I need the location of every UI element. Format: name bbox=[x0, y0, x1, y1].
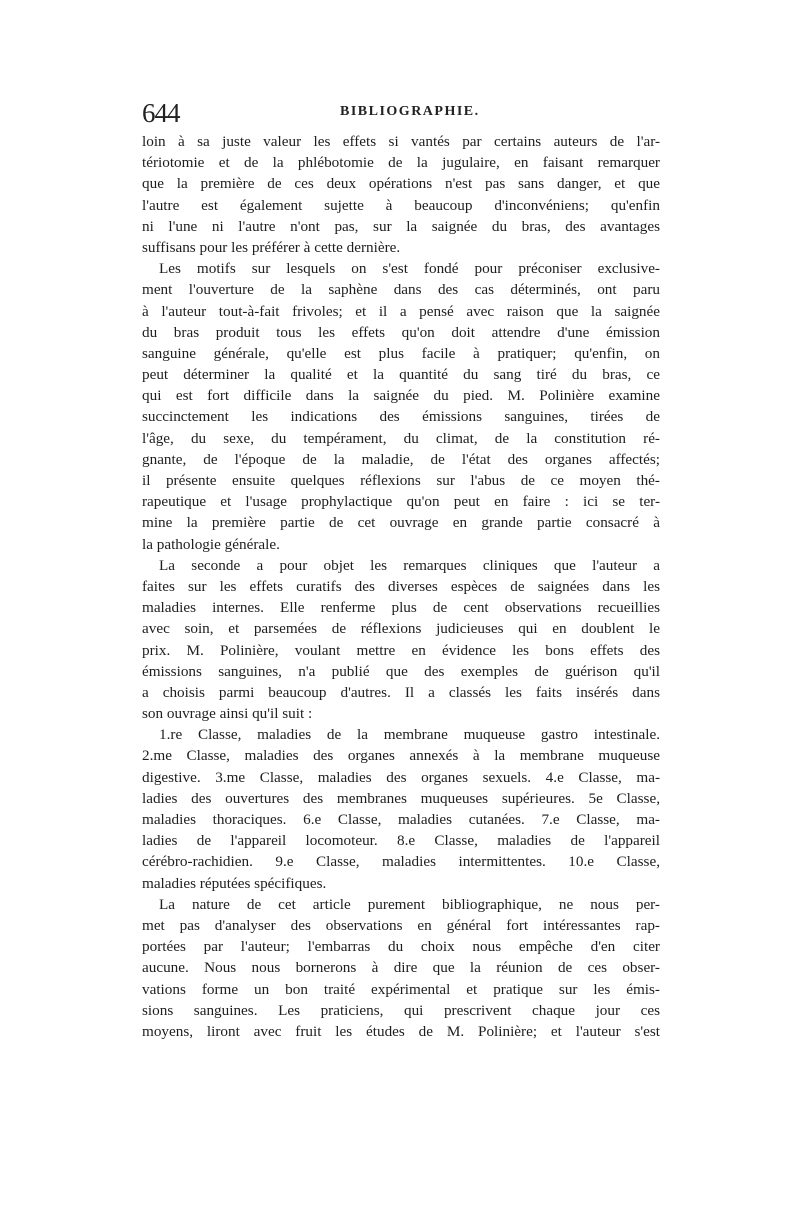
text-line: maladies internes. Elle renferme plus de cent observations recueillies bbox=[142, 599, 660, 617]
text-line: mine la première partie de cet ouvrage en grande partie consacré à bbox=[142, 514, 660, 532]
text-line: met pas d'analyser des observations en général fort intéressantes rap- bbox=[142, 916, 660, 934]
text-line: que la première de ces deux opérations n'est pas sans danger, et que bbox=[142, 175, 660, 193]
text-line: succinctement les indications des émissions sanguines, tirées de bbox=[142, 408, 660, 426]
text-line: prix. M. Polinière, voulant mettre en évidence les bons effets des bbox=[142, 641, 660, 659]
text-line: gnante, de l'époque de la maladie, de l'état des organes affectés; bbox=[142, 450, 660, 468]
text-line: digestive. 3.me Classe, maladies des organes sexuels. 4.e Classe, ma- bbox=[142, 768, 660, 786]
page-number: 644 bbox=[142, 98, 180, 128]
text-line: 1.re Classe, maladies de la membrane muqueuse gastro intestinale. bbox=[159, 726, 660, 744]
text-line: ladies des ouvertures des membranes muqueuses supérieures. 5e Classe, bbox=[142, 789, 660, 807]
text-line: Les motifs sur lesquels on s'est fondé pour préconiser exclusive- bbox=[159, 260, 660, 278]
text-line: avec soin, et parsemées de réflexions judicieuses qui en doublent le bbox=[142, 620, 660, 638]
text-line: la pathologie générale. bbox=[142, 535, 280, 553]
text-line: à l'auteur tout-à-fait frivoles; et il a pensé avec raison que la saignée bbox=[142, 302, 660, 320]
text-line: La nature de cet article purement bibliographique, ne nous per- bbox=[159, 895, 660, 913]
text-line: émissions sanguines, n'a publié que des exemples de guérison qu'il bbox=[142, 662, 660, 680]
text-line: sanguine générale, qu'elle est plus facile à pratiquer; qu'enfin, on bbox=[142, 344, 660, 362]
text-line: ni l'une ni l'autre n'ont pas, sur la saignée du bras, des avantages bbox=[142, 217, 660, 235]
text-line: La seconde a pour objet les remarques cliniques que l'auteur a bbox=[159, 556, 660, 574]
text-line: vations forme un bon traité expérimental et pratique sur les émis- bbox=[142, 980, 660, 998]
text-line: suffisans pour les préférer à cette dernière. bbox=[142, 238, 401, 256]
text-line: ment l'ouverture de la saphène dans des cas déterminés, ont paru bbox=[142, 281, 660, 299]
text-line: cérébro-rachidien. 9.e Classe, maladies intermittentes. 10.e Classe, bbox=[142, 853, 660, 871]
text-line: son ouvrage ainsi qu'il suit : bbox=[142, 705, 313, 723]
text-line: qui est fort difficile dans la saignée du pied. M. Polinière examine bbox=[142, 387, 660, 405]
text-line: 2.me Classe, maladies des organes annexés à la membrane muqueuse bbox=[142, 747, 660, 765]
text-line: du bras produit tous les effets qu'on doit attendre d'une émission bbox=[142, 323, 660, 341]
text-line: il présente ensuite quelques réflexions sur l'abus de ce moyen thé- bbox=[142, 472, 660, 489]
running-head: BIBLIOGRAPHIE. bbox=[340, 104, 480, 119]
text-line: ladies de l'appareil locomoteur. 8.e Classe, maladies de l'appareil bbox=[142, 832, 660, 850]
text-line: faites sur les effets curatifs des diverses espèces de saignées dans les bbox=[142, 577, 660, 595]
body-text bbox=[142, 131, 660, 1042]
text-line: l'âge, du sexe, du tempérament, du climat, de la constitution ré- bbox=[142, 429, 660, 447]
text-line: sions sanguines. Les praticiens, qui prescrivent chaque jour ces bbox=[142, 1001, 660, 1019]
text-line: rapeutique et l'usage prophylactique qu'on peut en faire : ici se ter- bbox=[142, 493, 660, 511]
text-line: loin à sa juste valeur les effets si vantés par certains auteurs de l'ar- bbox=[142, 133, 660, 150]
text-line: tériotomie et de la phlébotomie de la jugulaire, en faisant remarquer bbox=[142, 154, 660, 172]
text-line: maladies réputées spécifiques. bbox=[142, 874, 327, 892]
text-line: aucune. Nous nous bornerons à dire que la réunion de ces obser- bbox=[142, 959, 660, 977]
text-line: a choisis parmi beaucoup d'autres. Il a classés les faits insérés dans bbox=[142, 683, 660, 701]
text-line: portées par l'auteur; l'embarras du choix nous empêche d'en citer bbox=[142, 938, 660, 956]
text-line: moyens, liront avec fruit les études de M. Polinière; et l'auteur s'est bbox=[142, 1022, 660, 1040]
text-line: maladies thoraciques. 6.e Classe, maladies cutanées. 7.e Classe, ma- bbox=[142, 811, 660, 828]
text-line: peut déterminer la qualité et la quantité du sang tiré du bras, ce bbox=[142, 366, 660, 384]
page-header bbox=[142, 98, 660, 128]
text-line: l'autre est également sujette à beaucoup d'inconvéniens; qu'enfin bbox=[142, 196, 660, 214]
